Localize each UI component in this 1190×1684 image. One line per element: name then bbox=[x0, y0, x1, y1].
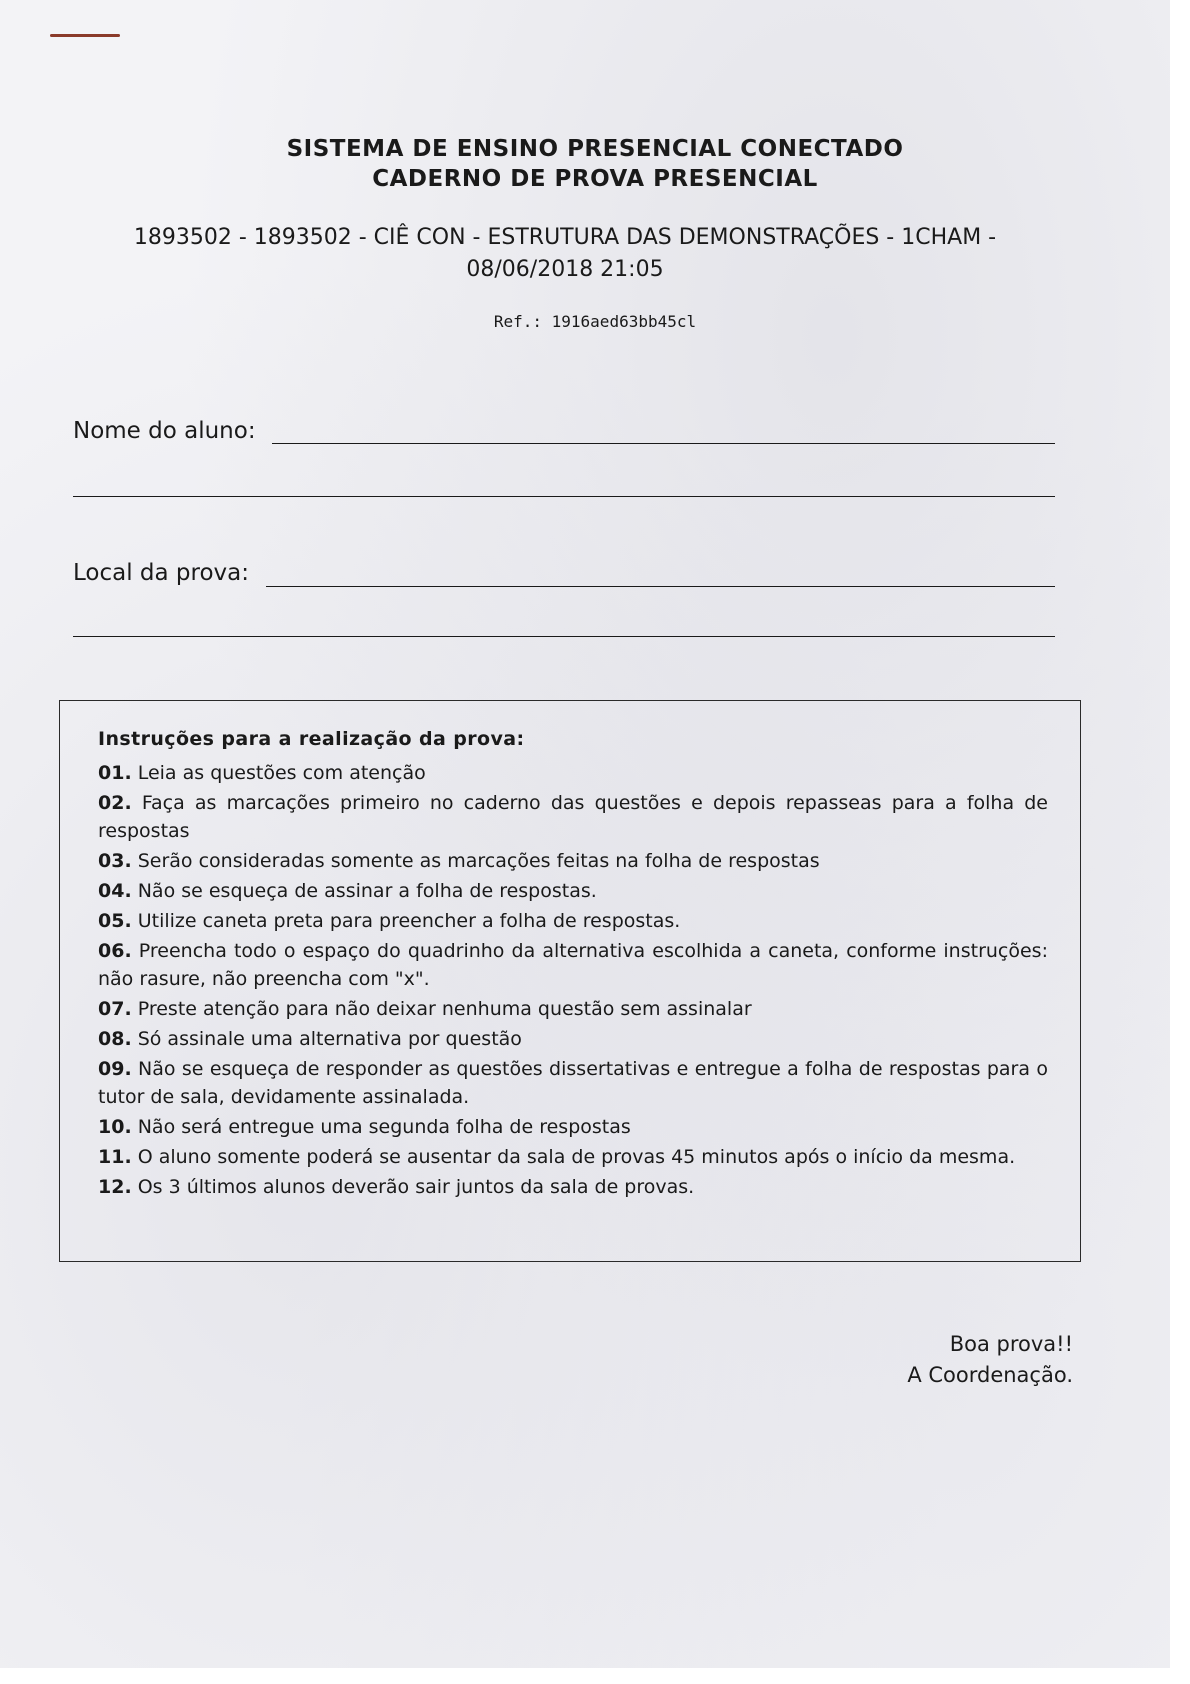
instruction-number: 12. bbox=[98, 1176, 132, 1198]
instruction-text: Utilize caneta preta para preencher a folha de respostas. bbox=[131, 910, 681, 932]
instruction-text: Não se esqueça de assinar a folha de respostas. bbox=[131, 880, 597, 902]
instruction-text: Serão consideradas somente as marcações feitas na folha de respostas bbox=[131, 850, 820, 872]
exam-location-line[interactable] bbox=[266, 586, 1055, 587]
course-info bbox=[70, 222, 1060, 286]
instruction-text: Faça as marcações primeiro no caderno das questões e depois repasseas para a folha de respostas bbox=[98, 792, 1048, 842]
instruction-number: 09. bbox=[98, 1058, 132, 1080]
instruction-number: 08. bbox=[98, 1028, 132, 1050]
instructions-title: Instruções para a realização da prova: bbox=[98, 728, 525, 750]
instruction-item bbox=[98, 1113, 1048, 1141]
instruction-text: Preste atenção para não deixar nenhuma questão sem assinalar bbox=[131, 998, 752, 1020]
instruction-item bbox=[98, 759, 1048, 787]
instruction-number: 10. bbox=[98, 1116, 132, 1138]
reference-code: Ref.: 1916aed63bb45cl bbox=[493, 312, 697, 331]
instruction-text: Só assinale uma alternativa por questão bbox=[131, 1028, 522, 1050]
header-system-title: SISTEMA DE ENSINO PRESENCIAL CONECTADO bbox=[286, 136, 904, 162]
instruction-text: Não se esqueça de responder as questões dissertativas e entregue a folha de respostas para o tutor de sala, devidamente assinalada. bbox=[98, 1058, 1048, 1108]
instruction-item bbox=[98, 995, 1048, 1023]
instruction-text: Leia as questões com atenção bbox=[131, 762, 426, 784]
course-line-1: 1893502 - 1893502 - CIÊ CON - ESTRUTURA DAS DEMONSTRAÇÕES - 1CHAM - bbox=[133, 225, 997, 250]
instruction-text: O aluno somente poderá se ausentar da sala de provas 45 minutos após o início da mesma. bbox=[131, 1146, 1016, 1168]
instruction-item bbox=[98, 847, 1048, 875]
instruction-number: 06. bbox=[98, 940, 132, 962]
instruction-text: Os 3 últimos alunos deverão sair juntos da sala de provas. bbox=[131, 1176, 695, 1198]
instruction-item bbox=[98, 1173, 1048, 1201]
instruction-item bbox=[98, 1143, 1048, 1171]
instructions-list bbox=[98, 759, 1048, 1203]
scan-edge-right bbox=[1170, 0, 1190, 1684]
instruction-item bbox=[98, 1025, 1048, 1053]
instruction-item bbox=[98, 937, 1048, 993]
exam-location-label: Local da prova: bbox=[73, 560, 250, 586]
instruction-number: 03. bbox=[98, 850, 132, 872]
instruction-text: Preencha todo o espaço do quadrinho da alternativa escolhida a caneta, conforme instruções: não rasure, não preencha com "x". bbox=[98, 940, 1048, 990]
instruction-number: 04. bbox=[98, 880, 132, 902]
instruction-text: Não será entregue uma segunda folha de respostas bbox=[131, 1116, 631, 1138]
student-name-line[interactable] bbox=[272, 443, 1055, 444]
pen-mark bbox=[50, 34, 120, 37]
instruction-item bbox=[98, 789, 1048, 845]
closing-note bbox=[907, 1329, 1073, 1391]
instruction-number: 01. bbox=[98, 762, 132, 784]
student-name-line-2[interactable] bbox=[73, 496, 1055, 497]
instruction-number: 07. bbox=[98, 998, 132, 1020]
instruction-number: 02. bbox=[98, 792, 132, 814]
closing-signature: A Coordenação. bbox=[907, 1363, 1073, 1387]
exam-location-line-2[interactable] bbox=[73, 636, 1055, 637]
instruction-item bbox=[98, 1055, 1048, 1111]
scan-edge-bottom bbox=[0, 1668, 1190, 1684]
instruction-item bbox=[98, 907, 1048, 935]
instruction-number: 11. bbox=[98, 1146, 132, 1168]
student-name-label: Nome do aluno: bbox=[73, 418, 256, 444]
closing-greeting: Boa prova!! bbox=[949, 1332, 1073, 1356]
header-booklet-title: CADERNO DE PROVA PRESENCIAL bbox=[372, 166, 818, 192]
instruction-item bbox=[98, 877, 1048, 905]
course-line-2: 08/06/2018 21:05 bbox=[466, 257, 664, 282]
instruction-number: 05. bbox=[98, 910, 132, 932]
